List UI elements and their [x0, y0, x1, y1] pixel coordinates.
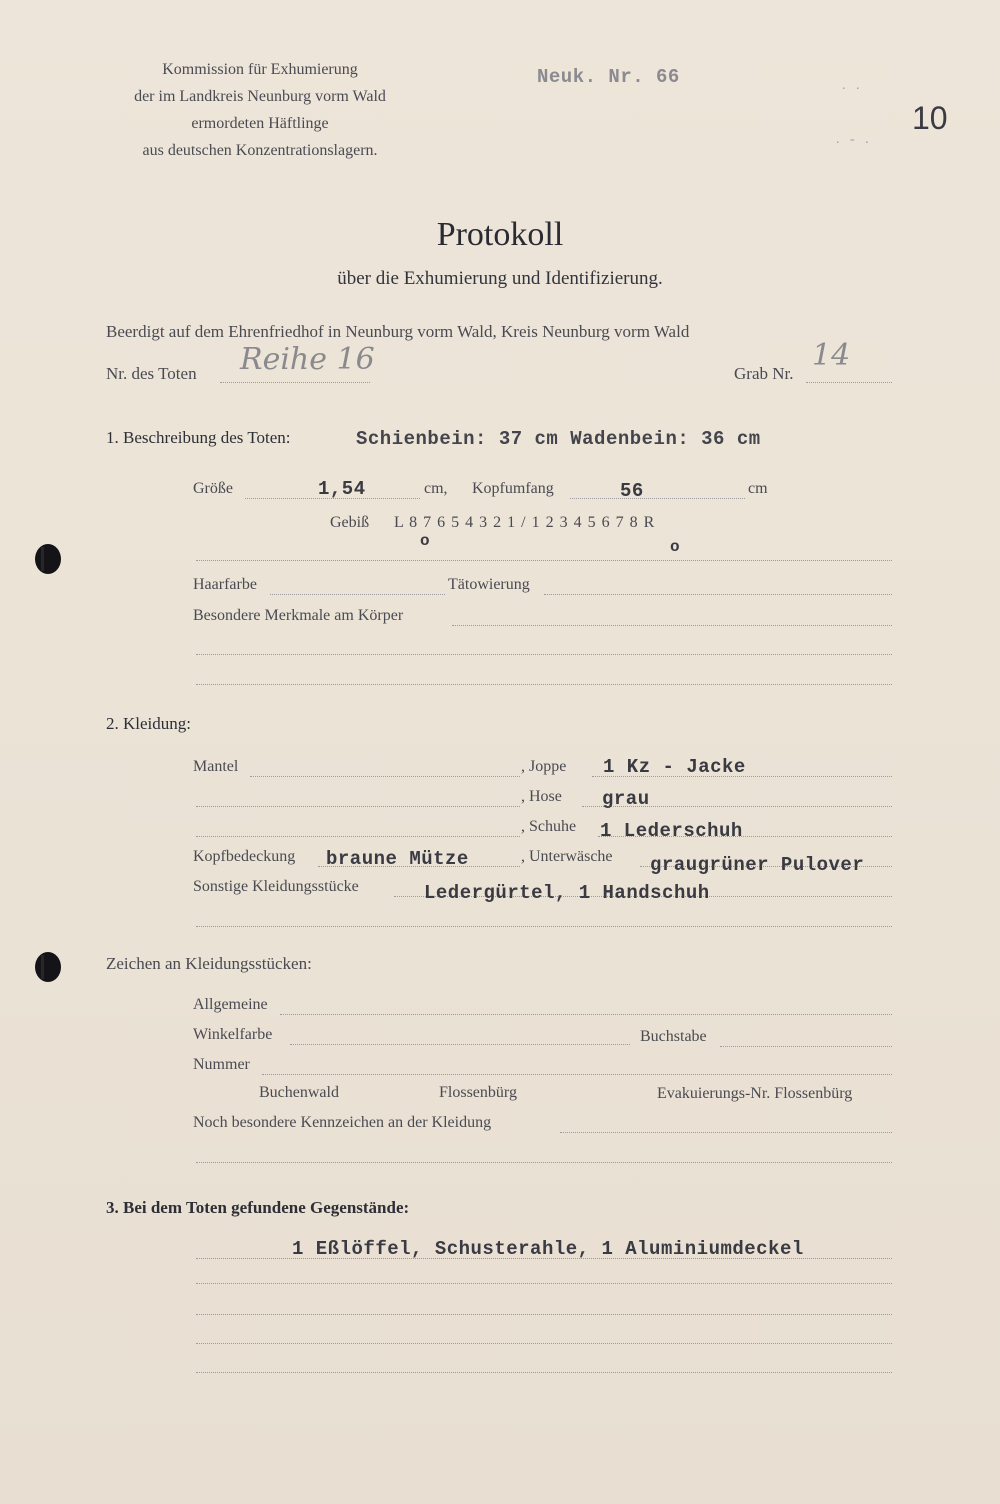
haarfarbe-label: Haarfarbe [193, 576, 257, 593]
section3-line-4 [196, 1343, 892, 1344]
hose-label: , Hose [521, 788, 562, 805]
section3-line-1 [196, 1258, 892, 1259]
gebiss-teeth: L 8 7 6 5 4 3 2 1 / 1 2 3 4 5 6 7 8 R [394, 514, 656, 531]
flossenburg-label: Flossenbürg [439, 1084, 517, 1101]
stamp-reference: Neuk. Nr. 66 [537, 66, 680, 88]
kopfumfang-value: 56 [620, 480, 644, 502]
commission-line: ermordeten Häftlinge [191, 115, 329, 132]
mantel-line [250, 776, 520, 777]
cm-label: cm, [424, 480, 448, 497]
document-subtitle: über die Exhumierung und Identifizierung. [337, 268, 663, 289]
haarfarbe-line [270, 594, 445, 595]
taetowierung-label: Tätowierung [448, 576, 530, 593]
winkelfarbe-label: Winkelfarbe [193, 1026, 273, 1043]
schuhe-value: 1 Lederschuh [600, 820, 743, 842]
hose-value: grau [602, 788, 650, 810]
allgemeine-label: Allgemeine [193, 996, 268, 1013]
nr-des-toten-handwritten: Reihe 16 [240, 342, 375, 377]
section3-line-2 [196, 1283, 892, 1284]
nummer-line [262, 1074, 892, 1075]
kopfbedeckung-label: Kopfbedeckung [193, 848, 296, 865]
schuhe-label: , Schuhe [521, 818, 577, 835]
zeichen-heading: Zeichen an Kleidungsstücken: [106, 954, 312, 973]
kopfumfang-line [570, 498, 745, 499]
groesse-value: 1,54 [318, 478, 366, 500]
commission-line: Kommission für Exhumierung [162, 61, 358, 78]
nr-des-toten-label: Nr. des Toten [106, 364, 197, 383]
punch-hole-upper [35, 544, 61, 574]
unterwaesche-label: , Unterwäsche [521, 848, 613, 865]
noch-kennzeichen-label: Noch besondere Kennzeichen an der Kleidung [193, 1114, 492, 1131]
sonstige-line-2 [196, 926, 892, 927]
sonstige-label: Sonstige Kleidungsstücke [193, 878, 359, 895]
gebiss-line [196, 560, 892, 561]
gebiss-mark-right: o [670, 538, 681, 556]
groesse-label: Größe [193, 480, 233, 497]
margin-dots: . - . [836, 132, 869, 147]
punch-hole-lower [35, 952, 61, 982]
burial-line: Beerdigt auf dem Ehrenfriedhof in Neunburg vorm Wald, Kreis Neunburg vorm Wald [106, 322, 690, 341]
section2-heading: 2. Kleidung: [106, 714, 191, 733]
section3-line-3 [196, 1314, 892, 1315]
cm-label-2: cm [748, 480, 768, 497]
merkmale-line-3 [196, 684, 892, 685]
noch-kennzeichen-line [560, 1132, 892, 1133]
merkmale-line-2 [196, 654, 892, 655]
noch-kennzeichen-line-2 [196, 1162, 892, 1163]
mantel-line-3 [196, 836, 520, 837]
joppe-value: 1 Kz - Jacke [603, 756, 746, 778]
grab-nr-label: Grab Nr. [734, 364, 794, 383]
commission-block [90, 56, 430, 164]
section1-typed-description: Schienbein: 37 cm Wadenbein: 36 cm [356, 428, 761, 450]
commission-line: aus deutschen Konzentrationslagern. [142, 142, 378, 159]
merkmale-line [452, 625, 892, 626]
gebiss-mark-left: o [420, 532, 431, 550]
section3-items: 1 Eßlöffel, Schusterahle, 1 Aluminiumdeckel [292, 1238, 804, 1260]
section3-line-5 [196, 1372, 892, 1373]
allgemeine-line [280, 1014, 892, 1015]
evakuierungs-label: Evakuierungs-Nr. Flossenbürg [657, 1085, 853, 1102]
kopfbedeckung-value: braune Mütze [326, 848, 469, 870]
sonstige-value: Ledergürtel, 1 Handschuh [424, 882, 710, 904]
merkmale-label: Besondere Merkmale am Körper [193, 607, 404, 624]
gebiss-label: Gebiß [330, 514, 370, 531]
grab-nr-line [806, 382, 892, 383]
buchstabe-label: Buchstabe [640, 1028, 707, 1045]
section3-heading: 3. Bei dem Toten gefundene Gegenstände: [106, 1198, 410, 1217]
mantel-label: Mantel [193, 758, 239, 775]
margin-dots: . . [842, 78, 860, 93]
kopfumfang-label: Kopfumfang [472, 480, 554, 497]
winkelfarbe-line [290, 1044, 630, 1045]
page-number: 10 [912, 100, 948, 136]
commission-line: der im Landkreis Neunburg vorm Wald [134, 88, 386, 105]
document-title: Protokoll [436, 216, 564, 253]
grab-nr-handwritten: 14 [812, 338, 851, 373]
section1-heading: 1. Beschreibung des Toten: [106, 428, 291, 447]
mantel-line-2 [196, 806, 520, 807]
taetowierung-line [544, 594, 892, 595]
unterwaesche-value: graugrüner Pulover [650, 854, 865, 876]
joppe-label: , Joppe [521, 758, 567, 775]
nr-des-toten-line [220, 382, 370, 383]
buchstabe-line [720, 1046, 892, 1047]
nummer-label: Nummer [193, 1056, 250, 1073]
buchenwald-label: Buchenwald [259, 1084, 339, 1101]
